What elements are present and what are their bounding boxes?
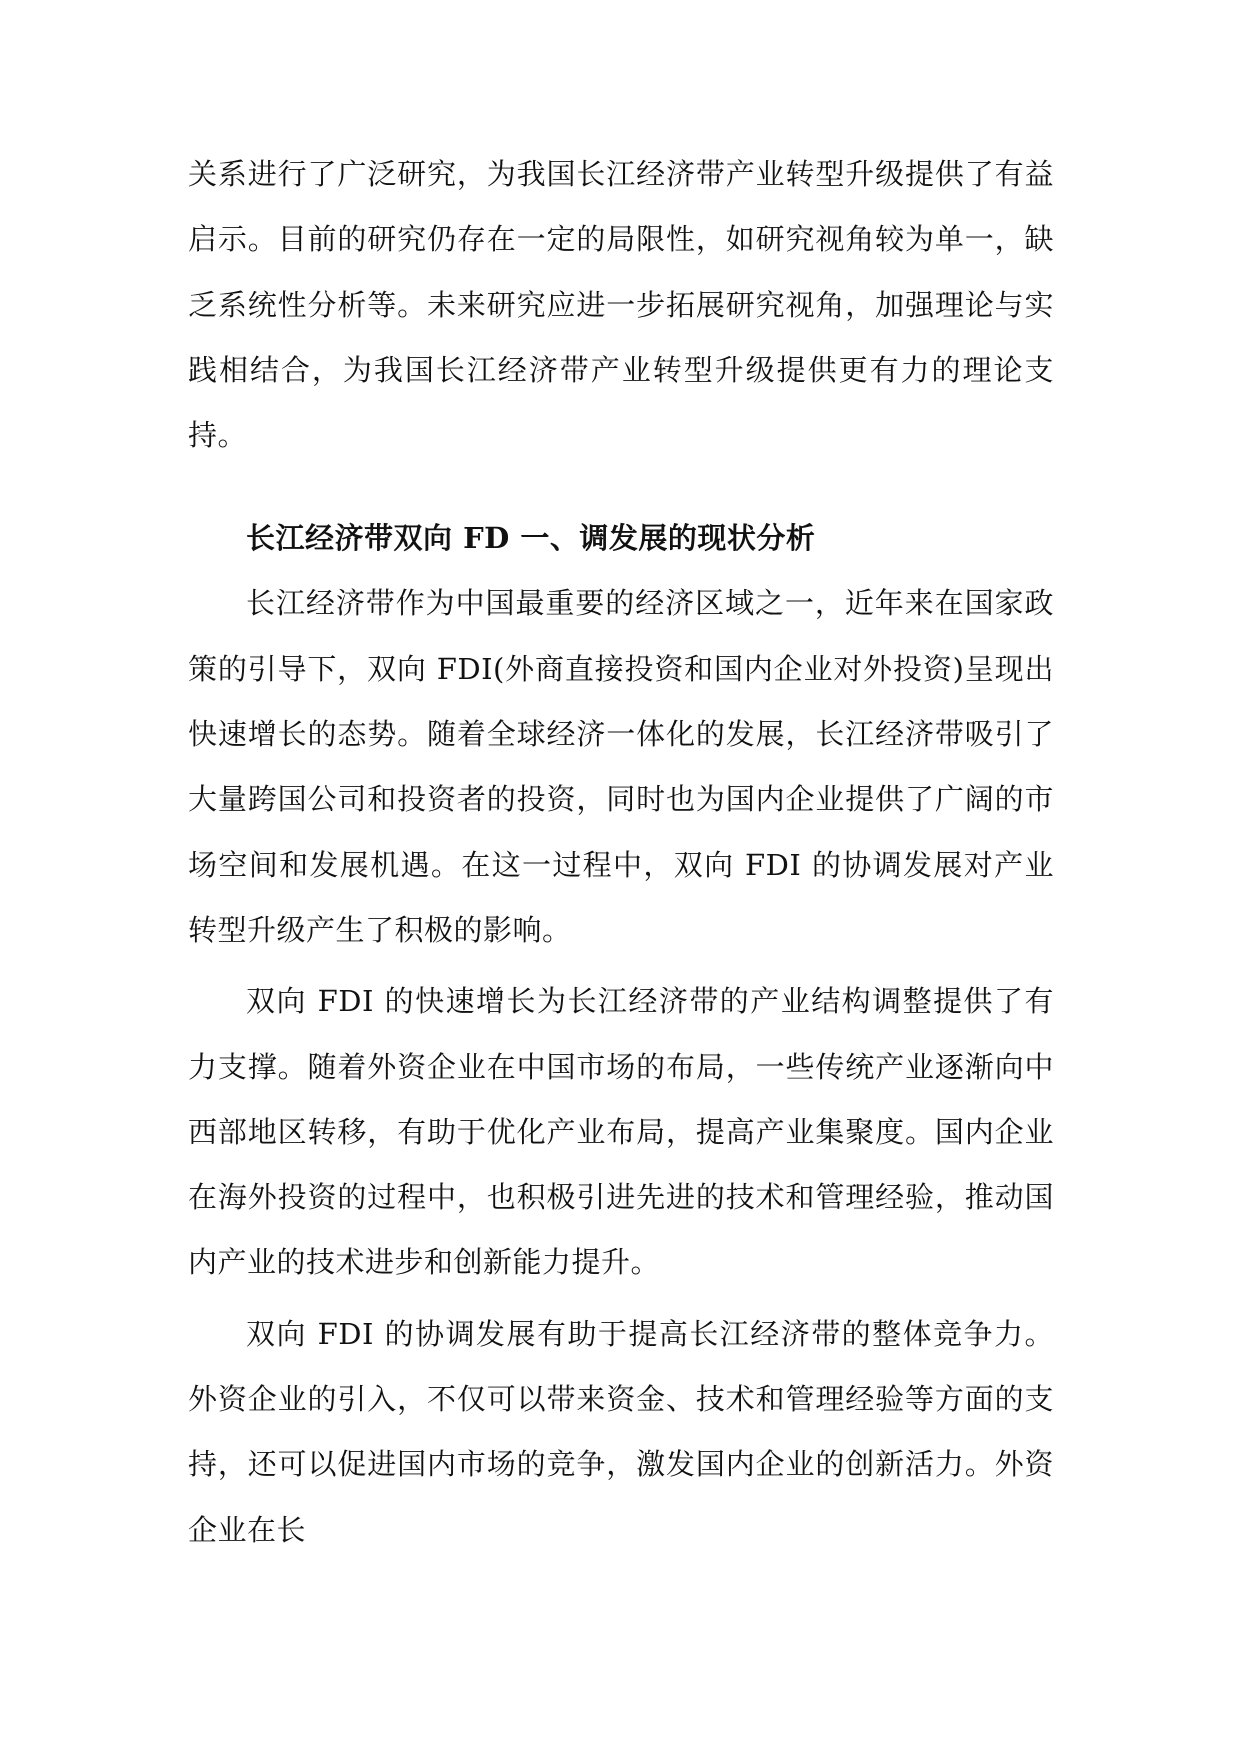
paragraph-continuation: 关系进行了广泛研究，为我国长江经济带产业转型升级提供了有益启示。目前的研究仍存在一定的局限性，如研究视角较为单一，缺乏系统性分析等。未来研究应进一步拓展研究视角，加强理论与实践相结合，为我国长江经济带产业转型升级提供更有力的理论支持。: [188, 157, 1054, 453]
paragraph-industrial-structure: 双向 FDI 的快速增长为长江经济带的产业结构调整提供了有力支撑。随着外资企业在中国市场的布局，一些传统产业逐渐向中西部地区转移，有助于优化产业布局，提高产业集聚度。国内企业在海外投资的过程中，也积极引进先进的技术和管理经验，推动国内产业的技术进步和创新能力提升。: [188, 984, 1054, 1280]
section-heading: 长江经济带双向 FD 一、调发展的现状分析: [246, 521, 816, 556]
paragraph-status-overview: 长江经济带作为中国最重要的经济区域之一，近年来在国家政策的引导下，双向 FDI(外商直接投资和国内企业对外投资)呈现出快速增长的态势。随着全球经济一体化的发展，长江经济带吸引了大量跨国公司和投资者的投资，同时也为国内企业提供了广阔的市场空间和发展机遇。在这一过程中，双向 FDI 的协调发展对产业转型升级产生了积极的影响。: [188, 586, 1054, 947]
paragraph-competitiveness: 双向 FDI 的协调发展有助于提高长江经济带的整体竞争力。外资企业的引入，不仅可以带来资金、技术和管理经验等方面的支持，还可以促进国内市场的竞争，激发国内企业的创新活力。外资企业在长: [188, 1316, 1054, 1547]
document-body: [188, 142, 1054, 1563]
